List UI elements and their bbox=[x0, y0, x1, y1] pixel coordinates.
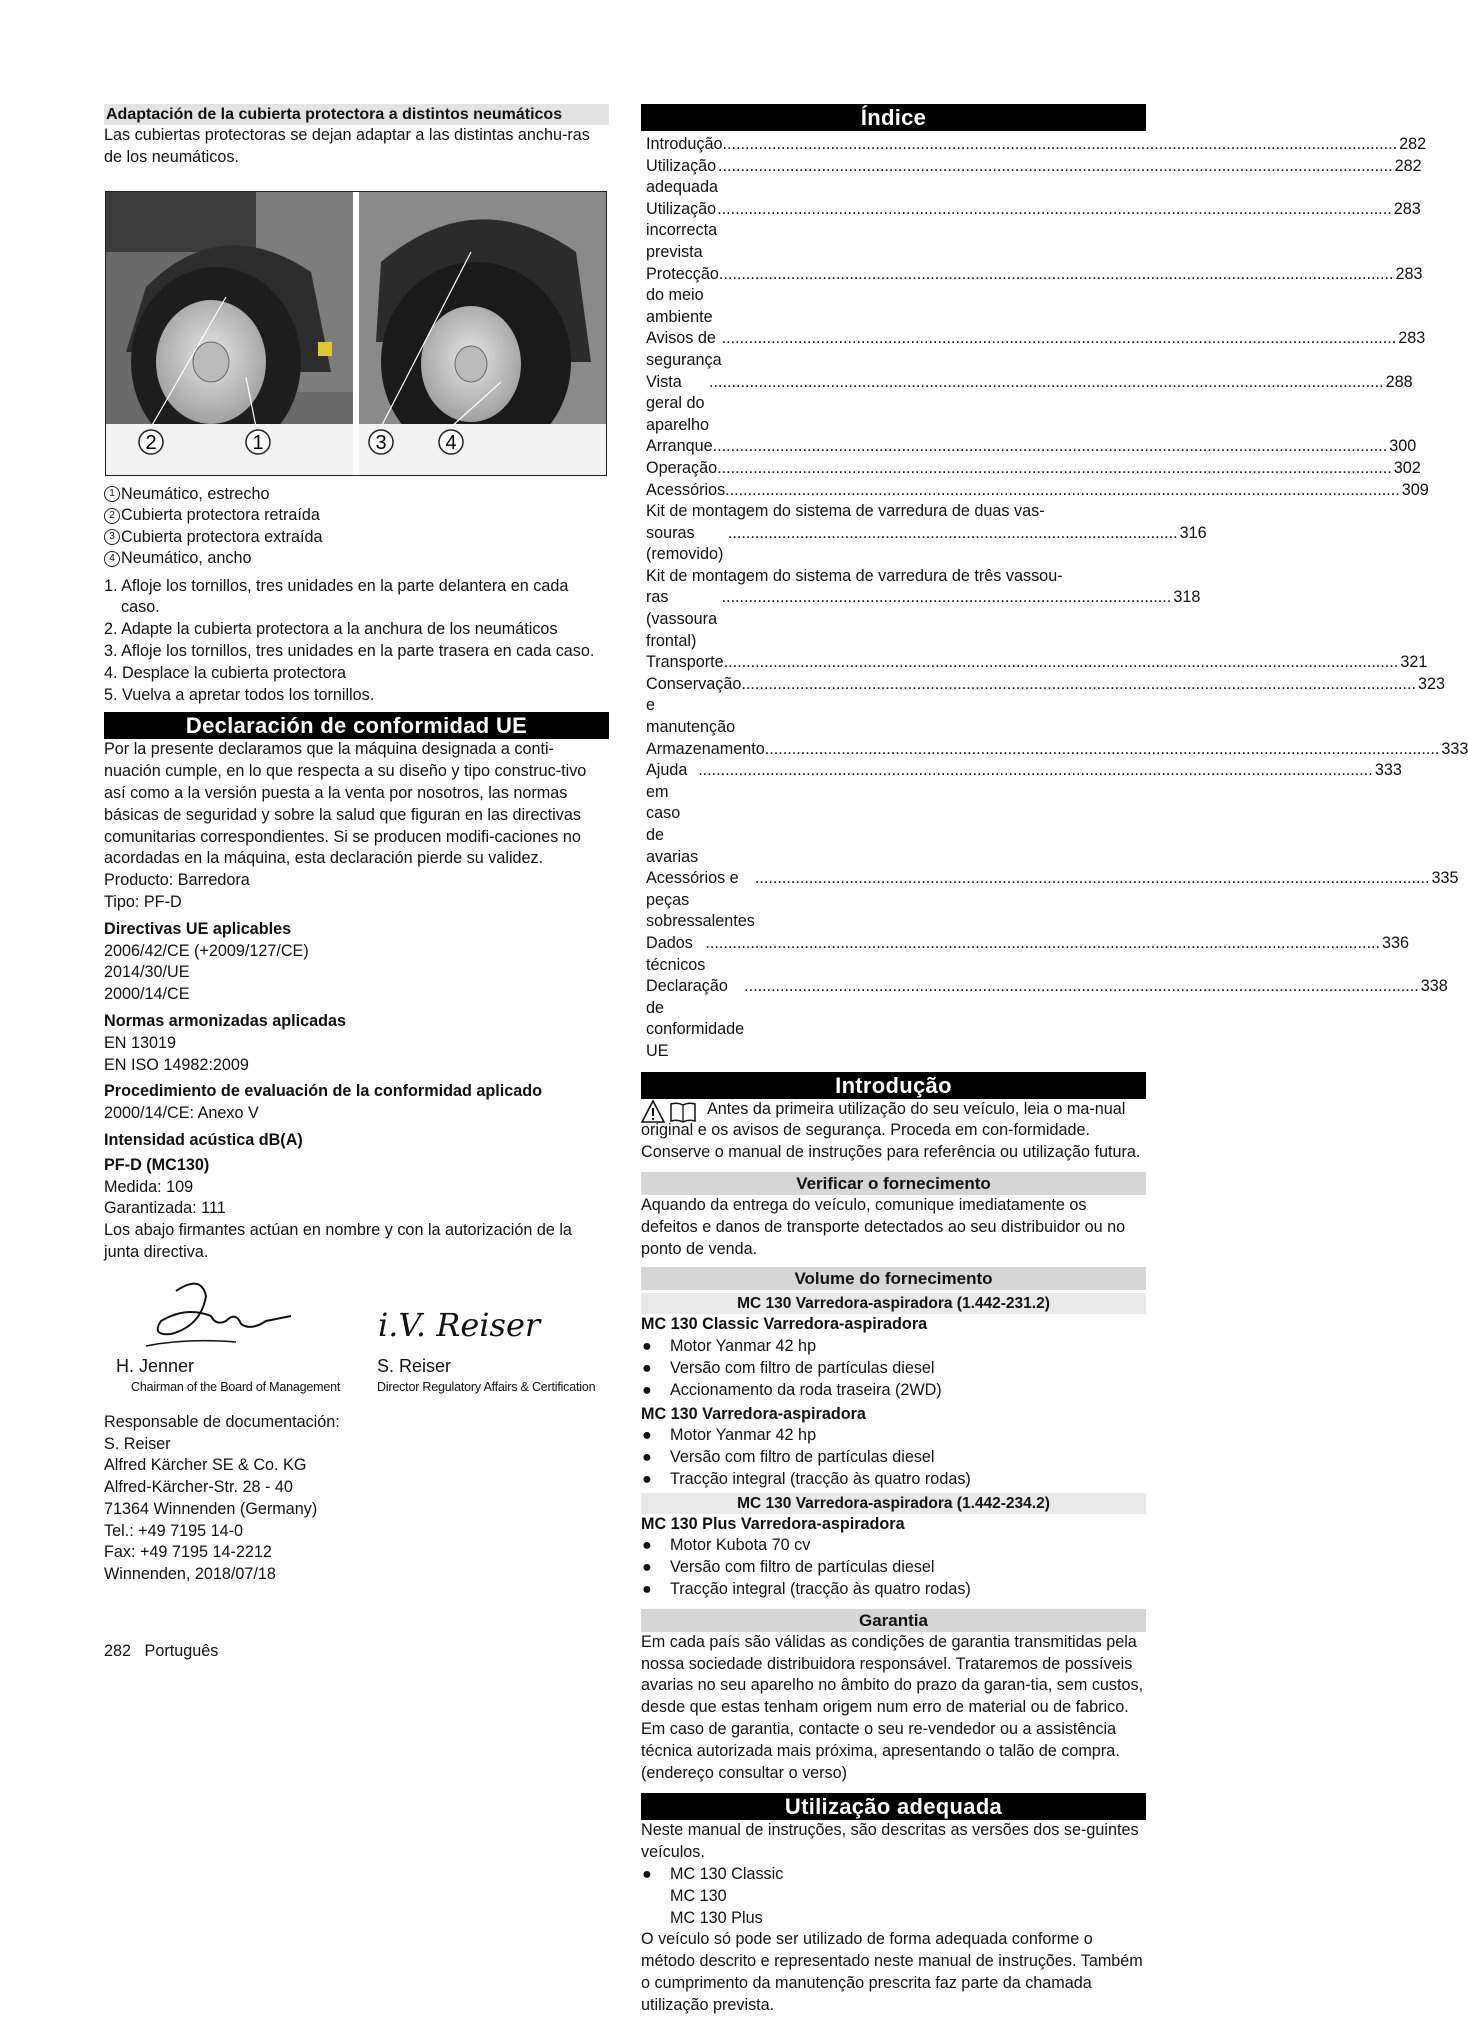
list-item: ● Versão com filtro de partículas diesel bbox=[642, 1448, 935, 1467]
responsable-block bbox=[104, 1412, 609, 1586]
warning-book-icon bbox=[641, 1099, 697, 1125]
toc-entry[interactable] bbox=[641, 868, 1459, 933]
plus-head: MC 130 Plus Varredora-aspiradora bbox=[641, 1514, 905, 1533]
toc-page: 333 bbox=[1441, 739, 1468, 758]
sig2-name: S. Reiser bbox=[377, 1355, 452, 1376]
toc-label: Conservação e manutenção bbox=[646, 674, 742, 737]
toc-label: ras (vassoura frontal) bbox=[646, 588, 718, 650]
toc-page: 333 bbox=[1374, 761, 1402, 780]
toc-entry[interactable] bbox=[641, 674, 1446, 739]
resp-line: Responsable de documentación: bbox=[104, 1412, 340, 1431]
resp-line: S. Reiser bbox=[104, 1434, 171, 1453]
toc-page: 316 bbox=[1179, 523, 1207, 542]
toc-label: Operação bbox=[646, 458, 718, 477]
adapt-text: Las cubiertas protectoras se dejan adaptar a las distintas anchu-ras de los neumáticos. bbox=[104, 126, 590, 166]
toc-entry-kit1[interactable]: Kit de montagem do sistema de varredura de duas vas- souras (removido) .................................................................................................... 316 bbox=[641, 501, 1146, 566]
resp-line: 71364 Winnenden (Germany) bbox=[104, 1499, 318, 1518]
toc-page: 318 bbox=[1173, 588, 1201, 607]
tire-figure bbox=[105, 191, 607, 476]
toc-page: 302 bbox=[1393, 458, 1421, 477]
list-item: ● Versão com filtro de partículas diesel bbox=[642, 1558, 935, 1577]
verif-title: Verificar o fornecimento bbox=[641, 1172, 1146, 1195]
figure-legend bbox=[104, 484, 609, 570]
tipo: Tipo: PF-D bbox=[104, 892, 182, 911]
toc-page: 283 bbox=[1395, 264, 1423, 283]
directiva-item: 2000/14/CE bbox=[104, 985, 190, 1004]
toc-entry[interactable] bbox=[641, 264, 1423, 329]
classic-head: MC 130 Classic Varredora-aspiradora bbox=[641, 1315, 928, 1334]
resp-line: Tel.: +49 7195 14-0 bbox=[104, 1521, 244, 1540]
toc-page: 321 bbox=[1400, 653, 1428, 672]
toc-label: Armazenamento bbox=[646, 739, 765, 758]
intro-title: Introdução bbox=[641, 1072, 1146, 1099]
toc-label: Acessórios bbox=[646, 480, 726, 499]
medida: Medida: 109 bbox=[104, 1177, 194, 1196]
list-item: MC 130 bbox=[670, 1886, 727, 1905]
toc-entry[interactable] bbox=[641, 760, 1402, 868]
legend-text: Cubierta protectora retraída bbox=[121, 506, 320, 525]
intro-block bbox=[641, 1099, 1146, 1143]
signature-reiser bbox=[374, 1288, 541, 1358]
toc-page: 300 bbox=[1389, 437, 1417, 456]
toc-page: 283 bbox=[1393, 199, 1421, 218]
toc-label: Kit de montagem do sistema de varredura de duas vas- bbox=[646, 502, 1045, 521]
toc-label: Declaração de conformidade UE bbox=[646, 977, 745, 1060]
directiva-item: 2014/30/UE bbox=[104, 963, 190, 982]
toc-label: Introdução bbox=[646, 135, 723, 153]
toc-entry[interactable] bbox=[641, 156, 1422, 199]
indice-title: Índice bbox=[641, 104, 1146, 131]
legend-item bbox=[104, 527, 609, 549]
toc-entry[interactable] bbox=[641, 328, 1426, 371]
callout-3: 3 bbox=[375, 431, 387, 454]
legend-num: 3 bbox=[104, 529, 120, 545]
legend-text: Cubierta protectora extraída bbox=[121, 527, 323, 546]
step-item: 4. Desplace la cubierta protectora bbox=[104, 663, 347, 682]
toc-page: 282 bbox=[1394, 156, 1422, 175]
list-item: ● Tracção integral (tracção às quatro rodas) bbox=[642, 1469, 971, 1488]
list-item: ● MC 130 Classic bbox=[642, 1865, 784, 1884]
directiva-item: 2006/42/CE (+2009/127/CE) bbox=[104, 941, 309, 960]
toc-page: 288 bbox=[1385, 372, 1413, 391]
toc-label: Vista geral do aparelho bbox=[646, 372, 710, 434]
toc-page: 335 bbox=[1431, 869, 1459, 888]
toc-label: Ajuda em caso de avarias bbox=[646, 761, 699, 866]
util-models bbox=[641, 1864, 1146, 1929]
right-column bbox=[641, 104, 1468, 2017]
mc231-title: MC 130 Varredora-aspiradora (1.442-231.2) bbox=[641, 1293, 1146, 1314]
list-item: ● Tracção integral (tracção às quatro rodas) bbox=[642, 1580, 971, 1599]
toc-label: Arranque bbox=[646, 437, 713, 456]
intens-head: Intensidad acústica dB(A) bbox=[104, 1130, 303, 1149]
toc-label: Avisos de segurança bbox=[646, 329, 722, 369]
directivas-head: Directivas UE aplicables bbox=[104, 919, 292, 938]
intro-text-1: Antes da primeira utilização do seu veículo, leia o ma-nual original e os avisos de segurança. Proceda em con-formidade. bbox=[641, 1099, 1126, 1140]
util-text: Neste manual de instruções, são descritas as versões dos se-guintes veículos. bbox=[641, 1821, 1139, 1862]
callout-4: 4 bbox=[445, 431, 457, 454]
classic-list bbox=[641, 1336, 1146, 1401]
list-item: ● Motor Yanmar 42 hp bbox=[642, 1426, 817, 1445]
toc-page: 282 bbox=[1399, 135, 1427, 153]
steps-list bbox=[104, 576, 609, 707]
decl-text: Por la presente declaramos que la máquina designada a conti-nuación cumple, en lo que respecta a su diseño y tipo construc-tivo así como a la versión puesta a la venta por nosotros, las normas básicas de seguridad y sobre la salud que figuran en las directivas comunitarias correspondientes. Si se producen modifi-caciones no acordadas en la máquina, esta declaración pierde su validez. bbox=[104, 740, 587, 868]
mc-list bbox=[641, 1425, 1146, 1490]
toc-entry[interactable] bbox=[641, 739, 1468, 761]
toc-label: Transporte bbox=[646, 653, 724, 672]
step-item: 1. Afloje los tornillos, tres unidades en la parte delantera en cada caso. bbox=[104, 576, 569, 617]
intro-text-2: Conserve o manual de instruções para referência ou utilização futura. bbox=[641, 1143, 1141, 1162]
norma-item: EN ISO 14982:2009 bbox=[104, 1055, 249, 1074]
list-item: ● Versão com filtro de partículas diesel bbox=[642, 1358, 935, 1377]
page-number: 282 bbox=[104, 1642, 132, 1660]
toc-label: Utilização incorrecta prevista bbox=[646, 199, 718, 261]
legend-num: 2 bbox=[104, 508, 120, 524]
decl-title: Declaración de conformidad UE bbox=[104, 712, 609, 739]
left-column bbox=[104, 104, 609, 1586]
page-footer bbox=[104, 1642, 218, 1661]
signature-jenner bbox=[116, 1276, 316, 1361]
util-text-2: O veículo só pode ser utilizado de forma adequada conforme o método descrito e representado neste manual de instruções. Também o cumprimento da manutenção prescrita faz parte da chamada utilização prevista. bbox=[641, 1930, 1143, 2014]
toc-entry[interactable] bbox=[641, 652, 1428, 674]
proc-text: 2000/14/CE: Anexo V bbox=[104, 1104, 259, 1123]
list-item: ● Motor Kubota 70 cv bbox=[642, 1536, 811, 1555]
normas-head: Normas armonizadas aplicadas bbox=[104, 1011, 347, 1030]
resp-line: Alfred Kärcher SE & Co. KG bbox=[104, 1456, 307, 1475]
garantizada: Garantizada: 111 bbox=[104, 1199, 226, 1218]
signatures bbox=[104, 1276, 609, 1406]
toc-label: Kit de montagem do sistema de varredura de três vassou- bbox=[646, 566, 1063, 585]
toc-entry[interactable] bbox=[641, 458, 1421, 480]
sig1-title: Chairman of the Board of Management bbox=[131, 1379, 341, 1394]
garantia-title: Garantia bbox=[641, 1609, 1146, 1632]
step-item: 5. Vuelva a apretar todos los tornillos. bbox=[104, 685, 375, 704]
util-title: Utilização adequada bbox=[641, 1793, 1146, 1820]
firmantes: Los abajo firmantes actúan en nombre y con la autorización de la junta directiva. bbox=[104, 1221, 572, 1261]
toc-label: Utilização adequada bbox=[646, 156, 719, 197]
toc-entry[interactable] bbox=[641, 134, 1427, 156]
mc234-title: MC 130 Varredora-aspiradora (1.442-234.2) bbox=[641, 1493, 1146, 1514]
step-item: 2. Adapte la cubierta protectora a la anchura de los neumáticos bbox=[104, 620, 558, 639]
legend-text: Neumático, estrecho bbox=[121, 484, 270, 503]
garantia-note: (endereço consultar o verso) bbox=[641, 1763, 848, 1782]
model-head: PF-D (MC130) bbox=[104, 1155, 210, 1174]
legend-text: Neumático, ancho bbox=[121, 549, 252, 568]
list-item: ● Accionamento da roda traseira (2WD) bbox=[642, 1380, 942, 1399]
norma-item: EN 13019 bbox=[104, 1033, 176, 1052]
plus-list bbox=[641, 1535, 1146, 1600]
legend-item bbox=[104, 505, 609, 527]
toc-entry[interactable] bbox=[641, 436, 1417, 458]
footer-language: Português bbox=[144, 1642, 219, 1660]
toc-page: 323 bbox=[1418, 674, 1446, 693]
list-item: ● Motor Yanmar 42 hp bbox=[642, 1337, 817, 1356]
toc-label: Protecção do meio ambiente bbox=[646, 264, 719, 326]
toc-entry[interactable] bbox=[641, 480, 1429, 502]
toc-page: 283 bbox=[1398, 329, 1426, 348]
toc-entry-kit2[interactable]: Kit de montagem do sistema de varredura de três vassou- ras (vassoura frontal) .................................................................................................... 318 bbox=[641, 566, 1146, 652]
producto: Producto: Barredora bbox=[104, 871, 250, 890]
toc-entry[interactable] bbox=[641, 976, 1448, 1062]
garantia-text: Em cada país são válidas as condições de garantia transmitidas pela nossa sociedade distribuidora responsável. Trataremos de possíveis avarias no seu aparelho no âmbito do prazo da garan-tia, sem custos, desde que estas tenham origem num erro de material ou de fabrico. Em caso de garantia, contacte o seu re-vendedor ou a assistência técnica autorizada mais próxima, apresentando o talão de compra. bbox=[641, 1632, 1144, 1760]
sig2-handwritten: i.V. Reiser bbox=[378, 1305, 541, 1344]
resp-line: Fax: +49 7195 14-2212 bbox=[104, 1543, 272, 1562]
toc-page: 309 bbox=[1401, 480, 1429, 499]
toc-label: Dados técnicos bbox=[646, 933, 706, 974]
mc-head: MC 130 Varredora-aspiradora bbox=[641, 1404, 866, 1423]
adapt-title: Adaptación de la cubierta protectora a distintos neumáticos bbox=[104, 104, 609, 125]
list-item: MC 130 Plus bbox=[670, 1908, 763, 1927]
legend-num: 1 bbox=[104, 486, 120, 502]
toc-page: 338 bbox=[1420, 977, 1448, 996]
step-item: 3. Afloje los tornillos, tres unidades en la parte trasera en cada caso. bbox=[104, 641, 595, 660]
sig2-title: Director Regulatory Affairs & Certification bbox=[377, 1379, 596, 1394]
callout-1: 1 bbox=[252, 431, 264, 454]
legend-item bbox=[104, 484, 609, 506]
toc-entry[interactable] bbox=[641, 372, 1413, 437]
legend-item bbox=[104, 548, 609, 570]
toc-entry[interactable] bbox=[641, 199, 1421, 264]
toc-page: 336 bbox=[1382, 933, 1410, 952]
sig1-name: H. Jenner bbox=[116, 1355, 195, 1376]
callout-2: 2 bbox=[145, 431, 157, 454]
toc-label: souras (removido) bbox=[646, 523, 724, 564]
verif-text: Aquando da entrega do veículo, comunique imediatamente os defeitos e danos de transporte detectados ao seu distribuidor ou no ponto de venda. bbox=[641, 1195, 1126, 1258]
resp-line: Winnenden, 2018/07/18 bbox=[104, 1565, 276, 1584]
toc-label: Acessórios e peças sobressalentes bbox=[646, 869, 755, 931]
legend-num: 4 bbox=[104, 551, 120, 567]
toc bbox=[641, 134, 1468, 1063]
toc-entry[interactable] bbox=[641, 933, 1410, 976]
tire-photo-illustration bbox=[106, 192, 606, 475]
volume-title: Volume do fornecimento bbox=[641, 1267, 1146, 1290]
proc-head: Procedimiento de evaluación de la conformidad aplicado bbox=[104, 1082, 543, 1101]
resp-line: Alfred-Kärcher-Str. 28 - 40 bbox=[104, 1478, 293, 1497]
